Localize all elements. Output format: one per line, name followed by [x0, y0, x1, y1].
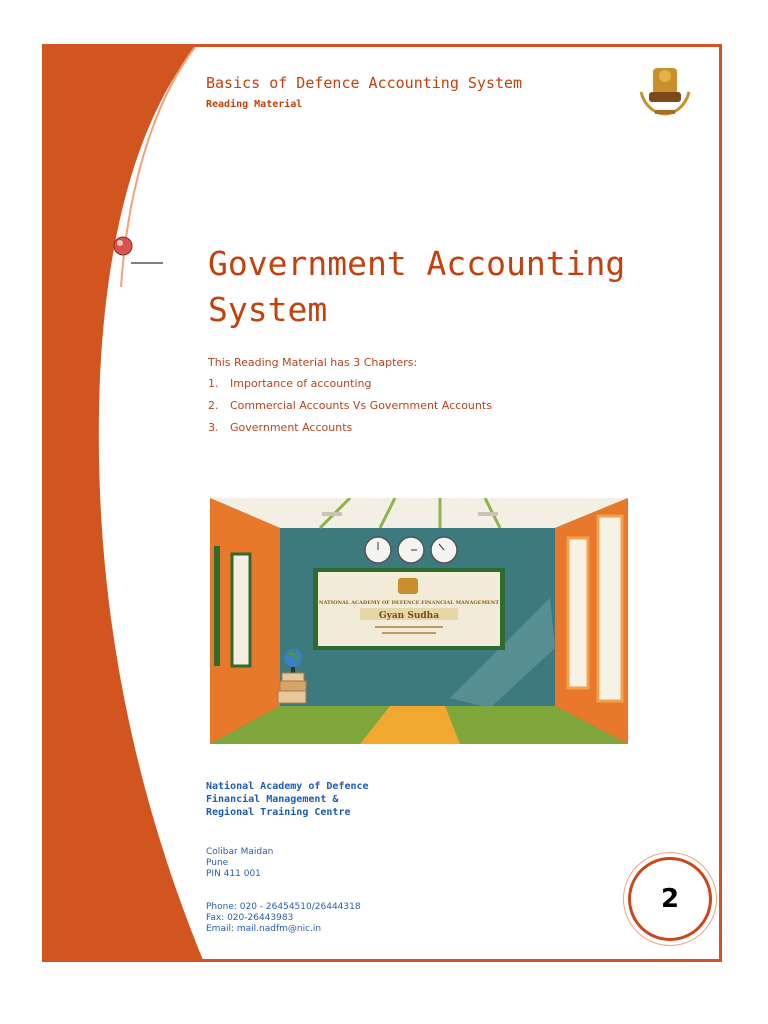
page-number-badge: 2 — [628, 857, 712, 941]
academy-name — [206, 780, 369, 819]
academy-name-line-2: Financial Management & — [206, 794, 339, 805]
emblem-icon — [637, 62, 693, 118]
title-line-1: Government Accounting — [208, 244, 626, 283]
academy-name-line-1: National Academy of Defence — [206, 781, 369, 792]
board-heading: NATIONAL ACADEMY OF DEFENCE FINANCIAL MANAGEMENT — [318, 600, 500, 606]
page-frame — [42, 44, 722, 962]
chapters-intro: This Reading Material has 3 Chapters: — [208, 356, 418, 369]
contact-info — [206, 902, 361, 935]
address-line-3: PIN 411 001 — [206, 869, 261, 879]
email-text: Email: mail.nadfm@nic.in — [206, 924, 322, 934]
list-item-number: 2. — [208, 399, 219, 412]
header-title: Basics of Defence Accounting System — [206, 74, 523, 92]
document-title — [208, 241, 708, 333]
header-subtitle: Reading Material — [206, 99, 303, 110]
list-item — [208, 421, 688, 434]
academy-name-line-3: Regional Training Centre — [206, 807, 351, 818]
list-item — [208, 377, 688, 390]
fax-text: Fax: 020-26443983 — [206, 913, 294, 923]
list-item-number: 1. — [208, 377, 219, 390]
list-item — [208, 399, 688, 412]
address-line-2: Pune — [206, 858, 229, 868]
phone-text: Phone: 020 - 26454510/26444318 — [206, 902, 361, 912]
board-name: Gyan Sudha — [378, 611, 440, 621]
list-item-label: Government Accounts — [230, 421, 353, 434]
address-line-1: Colibar Maidan — [206, 847, 274, 857]
list-item-label: Importance of accounting — [230, 377, 372, 390]
list-item-label: Commercial Accounts Vs Government Accounts — [230, 399, 492, 412]
sphere-ornament — [114, 237, 132, 255]
chapter-list — [208, 356, 688, 443]
classroom-illustration — [210, 498, 628, 744]
list-item-number: 3. — [208, 421, 219, 434]
title-line-2: System — [208, 290, 328, 329]
address — [206, 847, 273, 880]
